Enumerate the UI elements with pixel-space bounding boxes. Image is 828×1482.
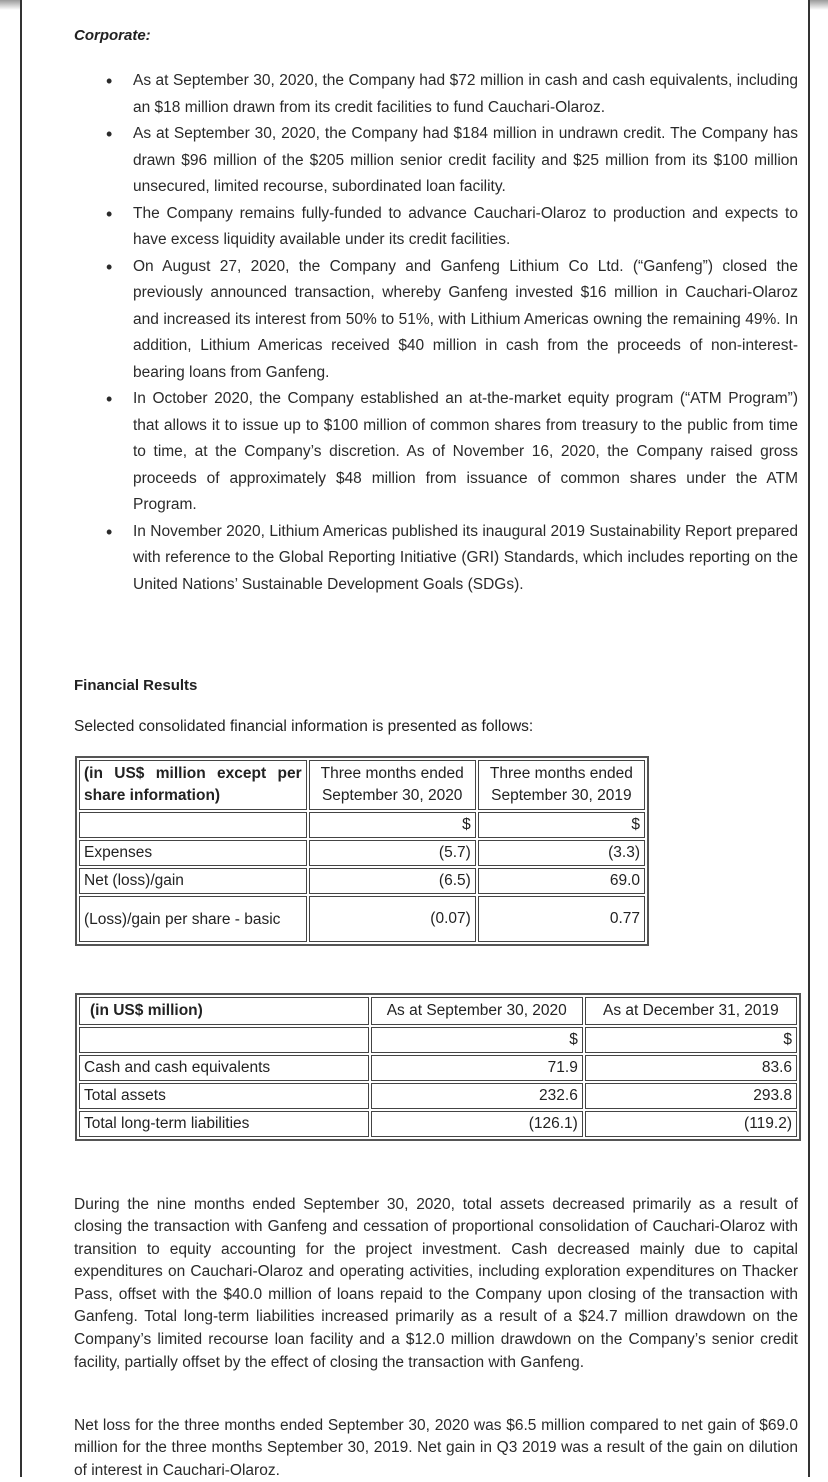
table-cell: (3.3) bbox=[478, 840, 645, 866]
balance-discussion-paragraph: During the nine months ended September 30, 2020, total assets decreased primarily as a result of closing the transaction with Ganfeng and cessation of proportional consolidation of Cauchari-Olaroz with transition to equity accounting for the project investment. Cash decreased mainly due to capital expenditures on Cauchari-Olaroz and operating activities, including exploration expenditures on Thacker Pass, offset with the $40.0 million of loans repaid to the Company upon closing of the transaction with Ganfeng. Total long-term liabilities increased primarily as a result of a $24.7 million drawdown on the Company’s limited recourse loan facility and a $12.0 million drawdown on the Company’s senior credit facility, partially offset by the effect of closing the transaction with Ganfeng. bbox=[74, 1194, 798, 1375]
bullet-item: • On August 27, 2020, the Company and Ganfeng Lithium Co Ltd. (“Ganfeng”) closed the previously announced transaction, whereby Ganfeng invested $16 million in Cauchari-Olaroz and increased its interest from 50% to 51%, with Lithium Americas owning the remaining 49%. In addition, Lithium Americas received $40 million in cash from the proceeds of non-interest-bearing loans from Ganfeng. bbox=[74, 254, 798, 387]
table-header-row bbox=[79, 997, 797, 1025]
table-cell: (119.2) bbox=[585, 1111, 797, 1137]
bullet-item: • As at September 30, 2020, the Company had $72 million in cash and cash equivalents, including an $18 million drawn from its credit facilities to fund Cauchari-Olaroz. bbox=[74, 68, 798, 121]
table-cell: Total assets bbox=[79, 1083, 369, 1109]
table-row bbox=[79, 1111, 797, 1137]
table-cell: Total long-term liabilities bbox=[79, 1111, 369, 1137]
table-row bbox=[79, 1027, 797, 1053]
table-header-cell: As at December 31, 2019 bbox=[585, 997, 797, 1025]
table-row bbox=[79, 812, 645, 838]
table-cell: $ bbox=[585, 1027, 797, 1053]
table-cell: 293.8 bbox=[585, 1083, 797, 1109]
bullet-item: • In November 2020, Lithium Americas published its inaugural 2019 Sustainability Report prepared with reference to the Global Reporting Initiative (GRI) Standards, which includes reporting on the United Nations’ Sustainable Development Goals (SDGs). bbox=[74, 519, 798, 599]
table-cell: (6.5) bbox=[309, 868, 476, 894]
financial-intro-text: Selected consolidated financial information is presented as follows: bbox=[74, 718, 533, 736]
table-cell: Cash and cash equivalents bbox=[79, 1055, 369, 1081]
table-cell: $ bbox=[478, 812, 645, 838]
table-cell: 83.6 bbox=[585, 1055, 797, 1081]
table-header-cell: Three months ended September 30, 2020 bbox=[309, 760, 476, 810]
table-row bbox=[79, 868, 645, 894]
corporate-heading: Corporate: bbox=[74, 27, 151, 44]
table-cell: 232.6 bbox=[371, 1083, 583, 1109]
table-cell: $ bbox=[309, 812, 476, 838]
table-header-row bbox=[79, 760, 645, 810]
document-page bbox=[20, 0, 810, 1477]
table-row bbox=[79, 1083, 797, 1109]
table-cell: (5.7) bbox=[309, 840, 476, 866]
table-cell bbox=[79, 812, 307, 838]
table-cell: (0.07) bbox=[309, 896, 476, 942]
table-row bbox=[79, 840, 645, 866]
table-header-cell: (in US$ million) bbox=[79, 997, 369, 1025]
bullet-item: • The Company remains fully-funded to advance Cauchari-Olaroz to production and expects to have excess liquidity available under its credit facilities. bbox=[74, 201, 798, 254]
table-header-cell: (in US$ million except per share information) bbox=[79, 760, 307, 810]
table-header-cell: Three months ended September 30, 2019 bbox=[478, 760, 645, 810]
table-row bbox=[79, 896, 645, 942]
table-cell: Net (loss)/gain bbox=[79, 868, 307, 894]
table-cell: 71.9 bbox=[371, 1055, 583, 1081]
table-cell bbox=[79, 1027, 369, 1053]
table-cell: (126.1) bbox=[371, 1111, 583, 1137]
financial-results-heading: Financial Results bbox=[74, 677, 197, 694]
table-row bbox=[79, 1055, 797, 1081]
bullet-item: • As at September 30, 2020, the Company had $184 million in undrawn credit. The Company has drawn $96 million of the $205 million senior credit facility and $25 million from its $100 million unsecured, limited recourse, subordinated loan facility. bbox=[74, 121, 798, 201]
table-header-cell: As at September 30, 2020 bbox=[371, 997, 583, 1025]
net-loss-paragraph: Net loss for the three months ended September 30, 2020 was $6.5 million compared to net gain of $69.0 million for the three months September 30, 2019. Net gain in Q3 2019 was a result of the gain on dilution of interest in Cauchari-Olaroz. bbox=[74, 1415, 798, 1482]
table-cell: Expenses bbox=[79, 840, 307, 866]
corporate-bullet-list bbox=[74, 68, 798, 598]
balance-sheet-table bbox=[75, 993, 801, 1141]
table-cell: (Loss)/gain per share - basic bbox=[79, 896, 307, 942]
bullet-item: • In October 2020, the Company established an at-the-market equity program (“ATM Program”) that allows it to issue up to $100 million of common shares from treasury to the public from time to time, at the Company’s discretion. As of November 16, 2020, the Company raised gross proceeds of approximately $48 million from issuance of common shares under the ATM Program. bbox=[74, 386, 798, 519]
table-cell: $ bbox=[371, 1027, 583, 1053]
income-summary-table bbox=[75, 756, 649, 946]
table-cell: 0.77 bbox=[478, 896, 645, 942]
table-cell: 69.0 bbox=[478, 868, 645, 894]
